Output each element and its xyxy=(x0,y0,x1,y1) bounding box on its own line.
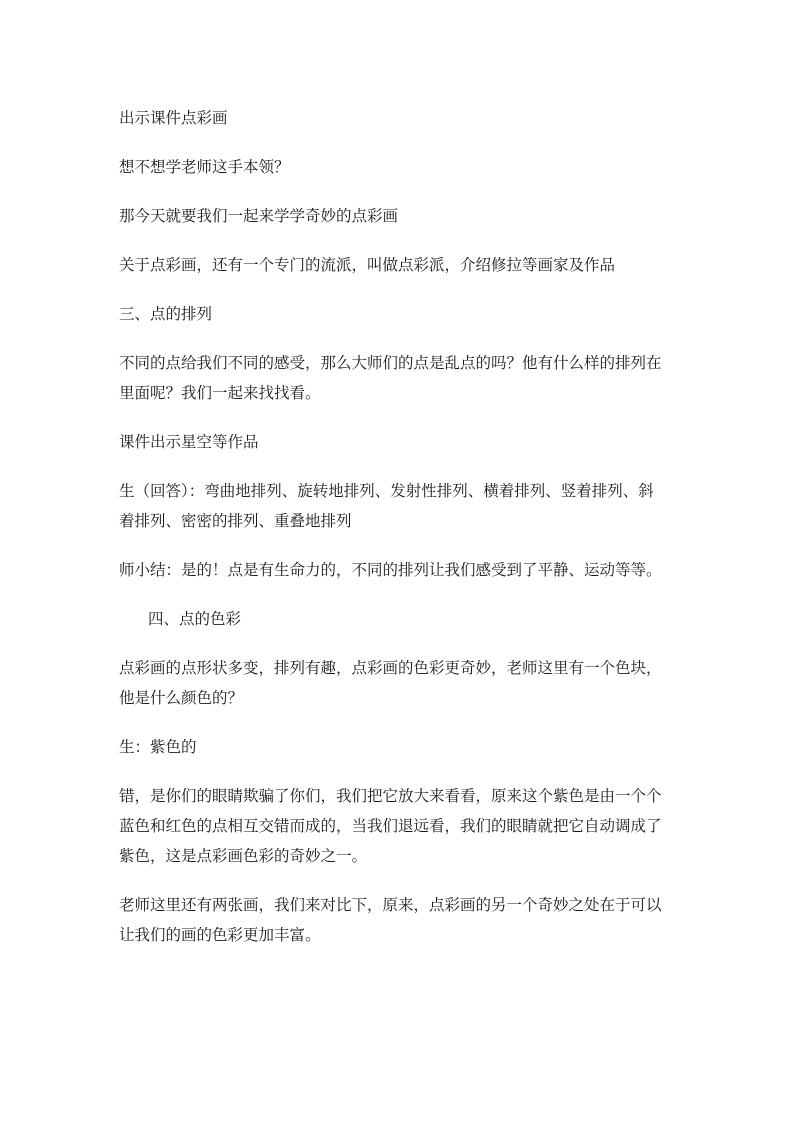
paragraph xyxy=(119,103,679,133)
section-heading xyxy=(119,604,679,634)
section-heading xyxy=(119,299,679,329)
paragraph xyxy=(119,781,679,871)
paragraph-line: 错，是你们的眼睛欺骗了你们，我们把它放大来看看，原来这个紫色是由一个个 xyxy=(119,787,662,805)
paragraph-line: 出示课件点彩画 xyxy=(119,109,228,127)
paragraph-line: 想不想学老师这手本领？ xyxy=(119,158,290,176)
paragraph xyxy=(119,890,679,950)
paragraph xyxy=(119,427,679,457)
paragraph-line: 点彩画的点形状多变，排列有趣，点彩画的色彩更奇妙，老师这里有一个色块， xyxy=(119,659,662,677)
paragraph-line: 里面呢？我们一起来找找看。 xyxy=(119,384,321,402)
paragraph-line: 生：紫色的 xyxy=(119,738,197,756)
paragraph xyxy=(119,348,679,408)
paragraph-line: 他是什么颜色的？ xyxy=(119,689,244,707)
document-body xyxy=(119,103,679,969)
paragraph-line: 关于点彩画，还有一个专门的流派，叫做点彩派，介绍修拉等画家及作品 xyxy=(119,256,616,274)
paragraph xyxy=(119,555,679,585)
paragraph-line: 师小结：是的！点是有生命力的，不同的排列让我们感受到了平静、运动等等。 xyxy=(119,561,662,579)
paragraph-line: 课件出示星空等作品 xyxy=(119,433,259,451)
paragraph xyxy=(119,732,679,762)
paragraph xyxy=(119,201,679,231)
heading-text: 四、点的色彩 xyxy=(148,610,242,628)
paragraph-line: 着排列、密密的排列、重叠地排列 xyxy=(119,512,352,530)
paragraph-line: 蓝色和红色的点相互交错而成的，当我们退远看，我们的眼睛就把它自动调成了 xyxy=(119,817,662,835)
paragraph xyxy=(119,152,679,182)
paragraph-line: 不同的点给我们不同的感受，那么大师们的点是乱点的吗？他有什么样的排列在 xyxy=(119,354,662,372)
heading-text: 三、点的排列 xyxy=(119,305,213,323)
paragraph-line: 让我们的画的色彩更加丰富。 xyxy=(119,926,321,944)
paragraph xyxy=(119,476,679,536)
paragraph-line: 紫色，这是点彩画色彩的奇妙之一。 xyxy=(119,847,368,865)
paragraph xyxy=(119,653,679,713)
paragraph xyxy=(119,250,679,280)
paragraph-line: 老师这里还有两张画，我们来对比下，原来，点彩画的另一个奇妙之处在于可以 xyxy=(119,896,662,914)
paragraph-line: 生（回答）：弯曲地排列、旋转地排列、发射性排列、横着排列、竖着排列、斜 xyxy=(119,482,654,500)
paragraph-line: 那今天就要我们一起来学学奇妙的点彩画 xyxy=(119,207,399,225)
